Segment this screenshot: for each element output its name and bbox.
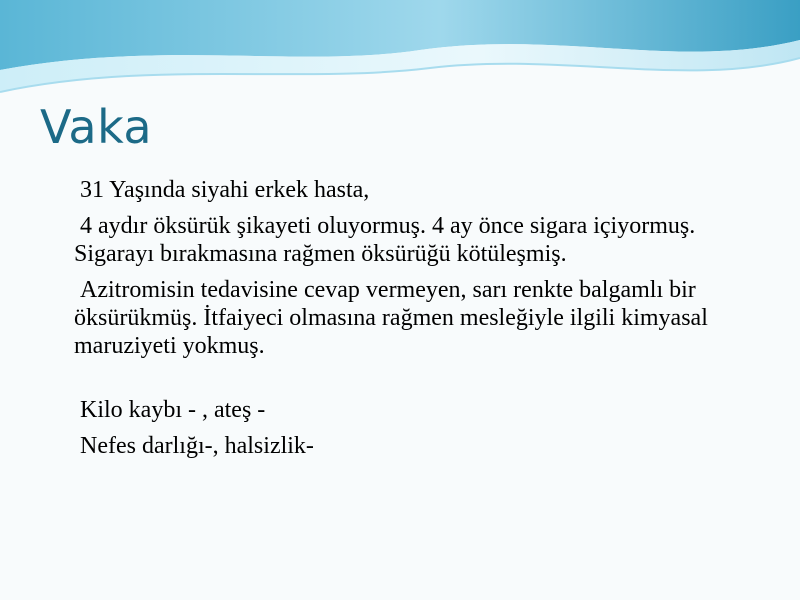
wave-decoration [0,0,800,110]
paragraph-patient: 31 Yaşında siyahi erkek hasta, [80,177,370,203]
paragraph-treatment: Azitromisin tedavisine cevap vermeyen, sarı renkte balgamlı bir öksürükmüş. İtfaiyeci olmasına rağmen mesleğiyle ilgili kimyasal maruziyeti yokmuş. [74,277,708,359]
slide-title: Vaka [40,100,153,154]
slide-body [74,176,764,468]
paragraph-cough-history: 4 aydır öksürük şikayeti oluyormuş. 4 ay önce sigara içiyormuş. Sigarayı bırakmasına rağmen öksürüğü kötüleşmiş. [74,213,696,267]
paragraph-weight-fever: Kilo kaybı - , ateş - [80,397,266,423]
paragraph-dyspnea-fatigue: Nefes darlığı-, halsizlik- [80,433,314,459]
